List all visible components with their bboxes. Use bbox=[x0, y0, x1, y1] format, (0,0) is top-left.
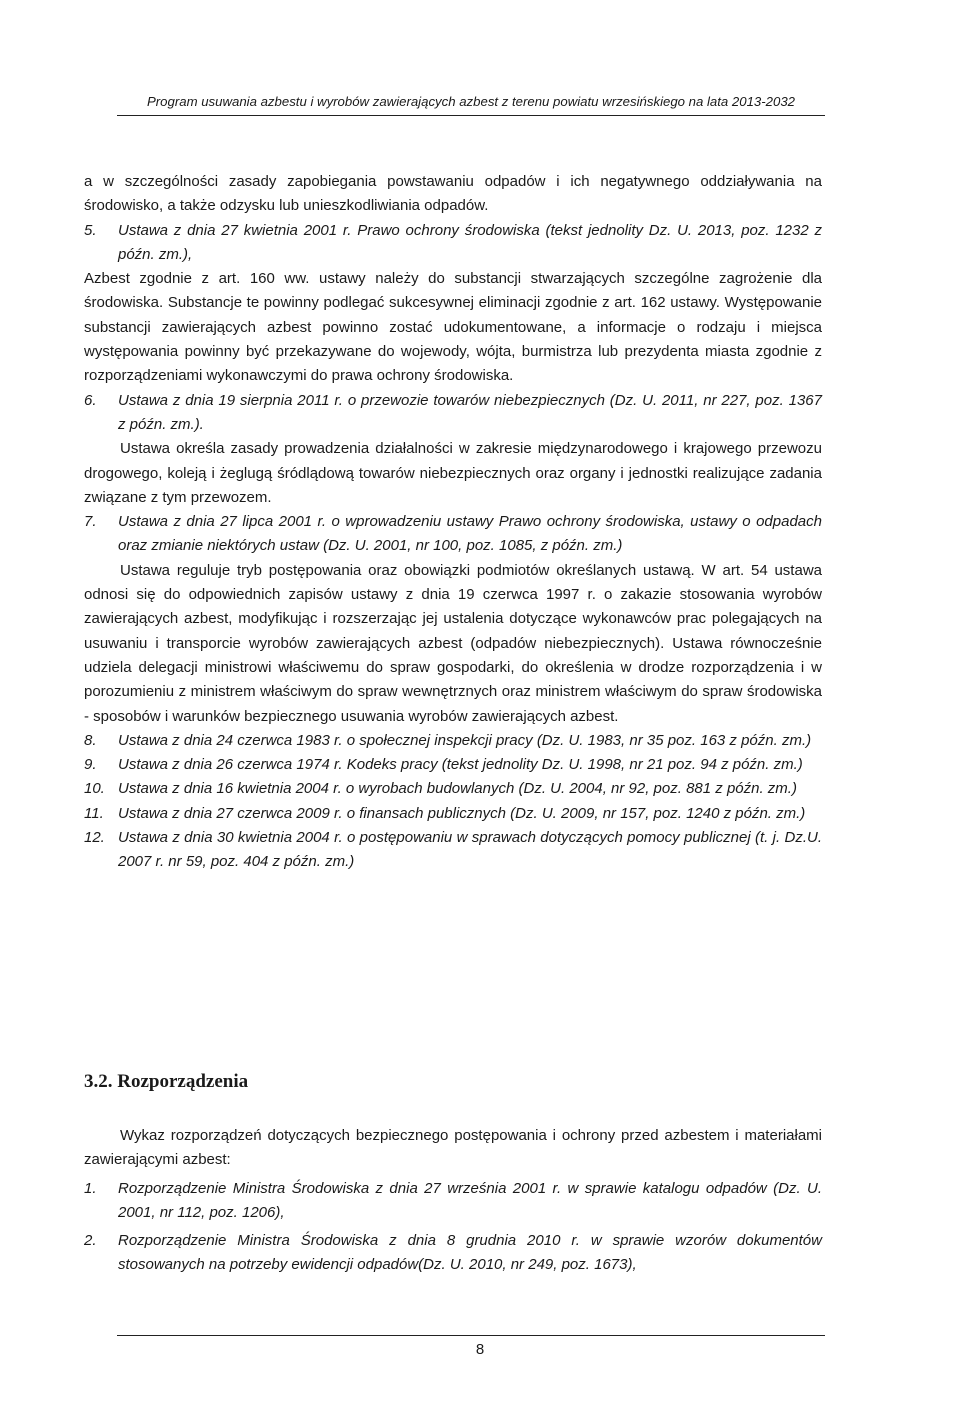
section-body bbox=[84, 1124, 822, 1278]
item-number: 8. bbox=[84, 731, 97, 749]
item-number: 2. bbox=[84, 1232, 97, 1250]
regulation-item-2 bbox=[84, 1229, 822, 1278]
act-item-8 bbox=[84, 729, 822, 753]
act-description: Ustawa reguluje tryb postępowania oraz obowiązki podmiotów określanych ustawą. W art. 54 ustawa odnosi się do odpowiednich zapisów ustawy z dnia 19 czerwca 1997 r. o zakazie stosowania wyrobów zawierających azbest, modyfikując i rozszerzając jej ustalenia dotyczące wykonawców prac polegających na usuwaniu i transporcie wyrobów zawierających azbest (odpadów niebezpiecznych). Ustawa równocześnie udziela delegacji ministrowi właściwemu do spraw gospodarki, do określenia w drodze rozporządzenia i w porozumieniu z ministrem właściwym do spraw wewnętrznych oraz ministrem właściwym do spraw środowiska - sposobów i warunków bezpiecznego usuwania wyrobów zawierających azbest. bbox=[84, 561, 822, 725]
page-body bbox=[84, 170, 822, 875]
act-title: Ustawa z dnia 16 kwietnia 2004 r. o wyrobach budowlanych (Dz. U. 2004, nr 92, poz. 881 z późn. zm.) bbox=[118, 780, 797, 798]
act-description: Ustawa określa zasady prowadzenia działalności w zakresie międzynarodowego i krajowego przewozu drogowego, koleją i żeglugą śródlądową towarów niebezpiecznych oraz organy i jednostki realizujące zadania związane z tym przewozem. bbox=[84, 440, 822, 506]
act-item-11 bbox=[84, 802, 822, 826]
item-number: 9. bbox=[84, 756, 97, 774]
item-number: 7. bbox=[84, 513, 97, 531]
act-title: Ustawa z dnia 27 czerwca 2009 r. o finansach publicznych (Dz. U. 2009, nr 157, poz. 1240 z późn. zm.) bbox=[118, 804, 806, 822]
header-rule bbox=[117, 115, 825, 116]
footer-rule bbox=[117, 1335, 825, 1336]
item-number: 10. bbox=[84, 780, 105, 798]
section-intro: Wykaz rozporządzeń dotyczących bezpiecznego postępowania i ochrony przed azbestem i materiałami zawierającymi azbest: bbox=[84, 1127, 822, 1169]
act-item-9 bbox=[84, 753, 822, 777]
regulation-title: Rozporządzenie Ministra Środowiska z dnia 27 września 2001 r. w sprawie katalogu odpadów (Dz. U. 2001, nr 112, poz. 1206), bbox=[118, 1179, 822, 1221]
regulation-item-1 bbox=[84, 1177, 822, 1226]
act-title: Ustawa z dnia 27 lipca 2001 r. o wprowadzeniu ustawy Prawo ochrony środowiska, ustawy o odpadach oraz zmianie niektórych ustaw (Dz. U. 2001, nr 100, poz. 1085, z późn. zm.) bbox=[118, 513, 822, 555]
act-item-6 bbox=[84, 389, 822, 438]
act-title: Ustawa z dnia 26 czerwca 1974 r. Kodeks pracy (tekst jednolity Dz. U. 1998, nr 21 poz. 94 z późn. zm.) bbox=[118, 756, 803, 774]
item-number: 12. bbox=[84, 829, 105, 847]
act-title: Ustawa z dnia 24 czerwca 1983 r. o społecznej inspekcji pracy (Dz. U. 1983, nr 35 poz. 163 z późn. zm.) bbox=[118, 731, 812, 749]
act-item-12 bbox=[84, 826, 822, 875]
act-description: Azbest zgodnie z art. 160 ww. ustawy należy do substancji stwarzających szczególne zagrożenie dla środowiska. Substancje te powinny podlegać sukcesywnej eliminacji zgodnie z art. 162 ustawy. Występowanie substancji zawierających azbest powinno zostać udokumentowane, a informacje o rodzaju i miejsca występowania powinny być przekazywane do wojewody, wójta, burmistrza lub prezydenta miasta zgodnie z rozporządzeniami wykonawczymi do prawa ochrony środowiska. bbox=[84, 270, 822, 385]
act-item-7 bbox=[84, 510, 822, 559]
intro-paragraph: a w szczególności zasady zapobiegania powstawaniu odpadów i ich negatywnego oddziaływania na środowisko, a także odzysku lub unieszkodliwiania odpadów. bbox=[84, 173, 822, 215]
item-number: 6. bbox=[84, 391, 97, 409]
section-heading: 3.2. Rozporządzenia bbox=[84, 1071, 249, 1092]
act-item-5 bbox=[84, 219, 822, 268]
act-title: Ustawa z dnia 19 sierpnia 2011 r. o przewozie towarów niebezpiecznych (Dz. U. 2011, nr 227, poz. 1367 z późn. zm.). bbox=[118, 391, 822, 433]
act-title: Ustawa z dnia 27 kwietnia 2001 r. Prawo ochrony środowiska (tekst jednolity Dz. U. 2013, poz. 1232 z późn. zm.), bbox=[118, 221, 822, 263]
act-item-10 bbox=[84, 777, 822, 801]
item-number: 5. bbox=[84, 221, 97, 239]
page-number: 8 bbox=[475, 1341, 485, 1358]
item-number: 1. bbox=[84, 1179, 97, 1197]
regulation-title: Rozporządzenie Ministra Środowiska z dnia 8 grudnia 2010 r. w sprawie wzorów dokumentów stosowanych na potrzeby ewidencji odpadów(Dz. U. 2010, nr 249, poz. 1673), bbox=[118, 1232, 822, 1274]
running-header: Program usuwania azbestu i wyrobów zawierających azbest z terenu powiatu wrzesińskiego na lata 2013-2032 bbox=[146, 94, 795, 109]
item-number: 11. bbox=[84, 804, 104, 822]
act-title: Ustawa z dnia 30 kwietnia 2004 r. o postępowaniu w sprawach dotyczących pomocy publicznej (t. j. Dz.U. 2007 r. nr 59, poz. 404 z późn. zm.) bbox=[118, 829, 822, 871]
